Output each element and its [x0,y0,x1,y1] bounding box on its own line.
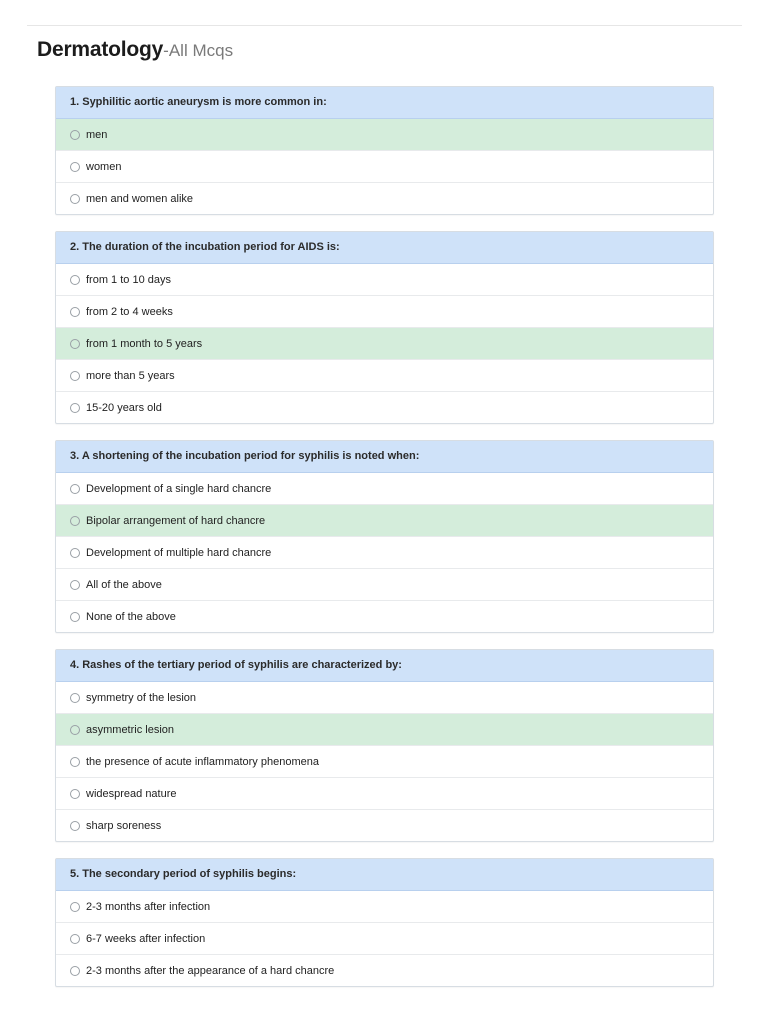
option-label: widespread nature [86,787,177,800]
radio-button[interactable] [70,548,80,558]
option-row[interactable] [56,713,713,745]
option-row[interactable] [56,891,713,922]
radio-button[interactable] [70,130,80,140]
radio-button[interactable] [70,194,80,204]
radio-button[interactable] [70,307,80,317]
radio-button[interactable] [70,403,80,413]
radio-button[interactable] [70,693,80,703]
option-label: sharp soreness [86,819,162,832]
radio-button[interactable] [70,934,80,944]
option-row[interactable] [56,391,713,423]
option-label: None of the above [86,610,176,623]
option-label: 6-7 weeks after infection [86,932,206,945]
question-card-5 [55,858,714,987]
option-row[interactable] [56,182,713,214]
option-row[interactable] [56,536,713,568]
option-label: 2-3 months after infection [86,900,211,913]
option-row[interactable] [56,600,713,632]
option-label: women [86,160,122,173]
question-text: 2. The duration of the incubation period for AIDS is: [56,232,713,264]
option-label: Development of a single hard chancre [86,482,272,495]
option-row[interactable] [56,295,713,327]
option-row[interactable] [56,119,713,150]
option-row[interactable] [56,568,713,600]
question-text: 4. Rashes of the tertiary period of syphilis are characterized by: [56,650,713,682]
page-title: Dermatology [37,38,164,61]
option-row[interactable] [56,922,713,954]
option-row[interactable] [56,809,713,841]
option-label: from 1 to 10 days [86,273,171,286]
radio-button[interactable] [70,725,80,735]
questions-list [55,86,714,1003]
option-row[interactable] [56,745,713,777]
option-row[interactable] [56,954,713,986]
question-text: 3. A shortening of the incubation period for syphilis is noted when: [56,441,713,473]
option-row[interactable] [56,777,713,809]
top-divider [27,25,742,26]
option-label: Bipolar arrangement of hard chancre [86,514,266,527]
option-label: symmetry of the lesion [86,691,197,704]
option-label: the presence of acute inflammatory phenomena [86,755,319,768]
radio-button[interactable] [70,612,80,622]
radio-button[interactable] [70,371,80,381]
question-card-4 [55,649,714,842]
option-label: from 2 to 4 weeks [86,305,173,318]
option-label: 15-20 years old [86,401,162,414]
option-label: All of the above [86,578,162,591]
question-text: 1. Syphilitic aortic aneurysm is more common in: [56,87,713,119]
radio-button[interactable] [70,339,80,349]
radio-button[interactable] [70,275,80,285]
option-label: more than 5 years [86,369,175,382]
page-subtitle: -All Mcqs [163,41,234,60]
page-header [37,38,233,62]
radio-button[interactable] [70,789,80,799]
question-card-3 [55,440,714,633]
radio-button[interactable] [70,902,80,912]
radio-button[interactable] [70,821,80,831]
option-label: Development of multiple hard chancre [86,546,272,559]
radio-button[interactable] [70,484,80,494]
question-text: 5. The secondary period of syphilis begins: [56,859,713,891]
option-row[interactable] [56,264,713,295]
radio-button[interactable] [70,516,80,526]
option-row[interactable] [56,150,713,182]
radio-button[interactable] [70,757,80,767]
option-row[interactable] [56,504,713,536]
option-row[interactable] [56,473,713,504]
option-label: asymmetric lesion [86,723,175,736]
option-label: men and women alike [86,192,194,205]
question-card-2 [55,231,714,424]
radio-button[interactable] [70,966,80,976]
option-row[interactable] [56,359,713,391]
radio-button[interactable] [70,580,80,590]
option-label: 2-3 months after the appearance of a hard chancre [86,964,335,977]
option-label: from 1 month to 5 years [86,337,203,350]
option-row[interactable] [56,682,713,713]
radio-button[interactable] [70,162,80,172]
question-card-1 [55,86,714,215]
option-row[interactable] [56,327,713,359]
option-label: men [86,128,108,141]
